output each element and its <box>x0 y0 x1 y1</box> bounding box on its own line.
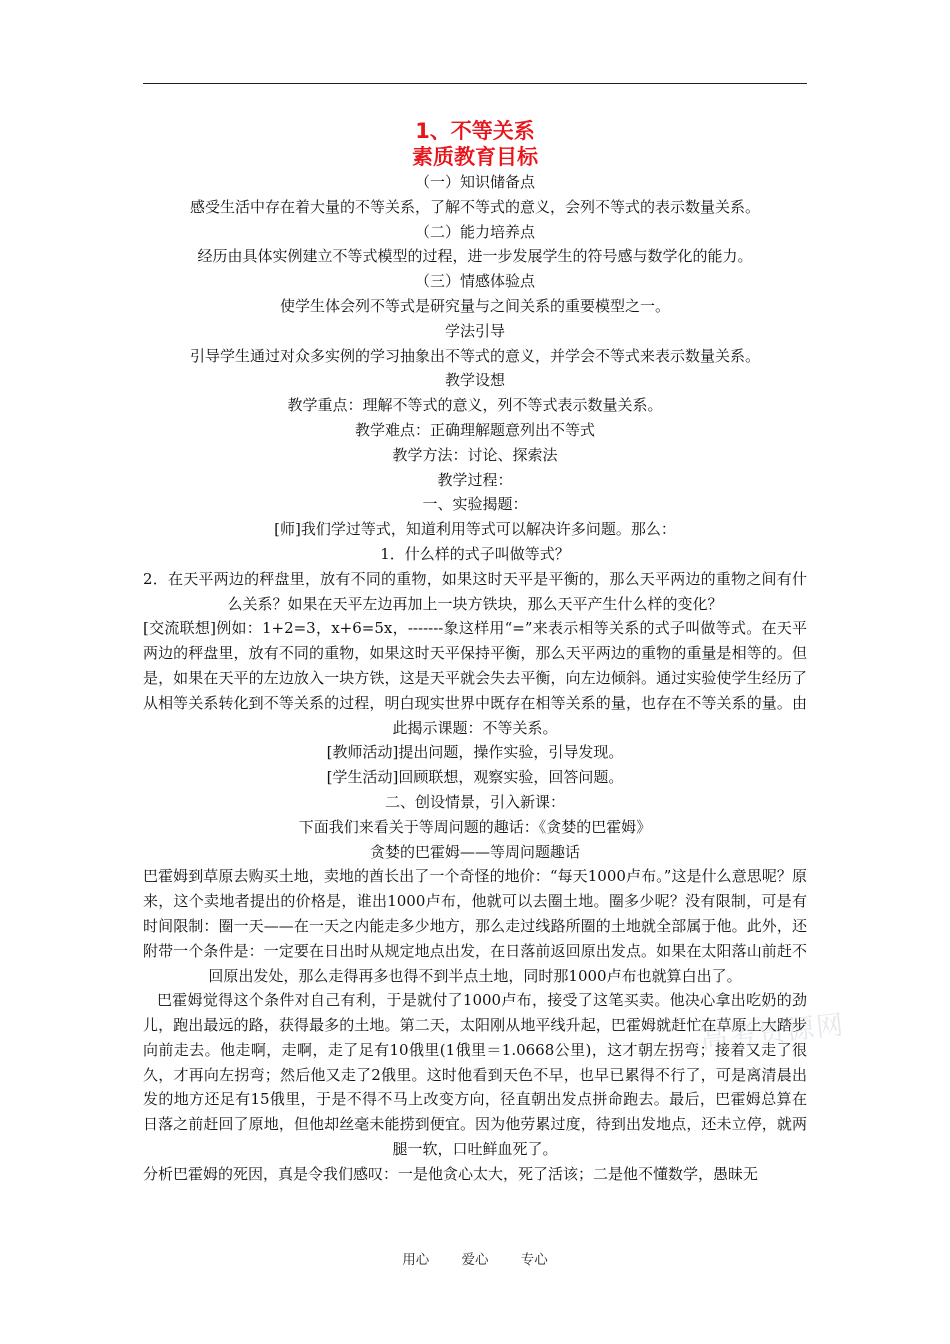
text-line: [教师活动]提出问题，操作实验，引导发现。 <box>326 743 624 762</box>
text-line: 1．什么样的式子叫做等式？ <box>380 544 570 563</box>
text-line: 一、实验揭题： <box>422 495 528 514</box>
footer-text: 用心 <box>402 1252 430 1268</box>
text-line: 二、创设情景，引入新课： <box>384 792 565 811</box>
text-line: 贪婪的巴霍姆——等周问题趣话 <box>369 842 580 861</box>
paragraph-story-1: 巴霍姆到草原去购买土地，卖地的酋长出了一个奇怪的地价：“每天1000卢布。”这是什么意思呢？原来，这个卖地者提出的价格是，谁出1000卢布，他就可以去圈土地。圈多少呢？没有限制，可是有时间限制：圈一天——在一天之内能走多少地方，那么走过线路所圈的土地就全部属于他。此外，还附带一个条件是：一定要在日出时从规定地点出发，在日落前返回原出发点。如果在太阳落山前赶不回原出发处，那么走得再多也得不到半点土地，同时那1000卢布也就算白出了。 <box>143 867 807 985</box>
paragraph-exchange: [交流联想]例如：1+2=3，x+6=5x，-------象这样用“=”来表示相等关系的式子叫做等式。在天平两边的秤盘里，放有不同的重物，如果这时天平保持平衡，那么天平两边的重物的重量是相等的。但是，如果在天平的左边放入一块方铁，这是天平就会失去平衡，向左边倾斜。通过实验使学生经历了从相等关系转化到不等关系的过程，明白现实世界中既存在相等关系的量，也存在不等关系的量。由此揭示课题：不等关系。 <box>143 619 807 737</box>
text-line: （一）知识储备点 <box>414 173 535 191</box>
text-line: （二）能力培养点 <box>414 222 535 241</box>
text-line: 教学设想 <box>444 371 505 390</box>
text-line: 经历由具体实例建立不等式模型的过程，进一步发展学生的符号感与数学化的能力。 <box>197 247 753 266</box>
lesson-title: 1、不等关系 <box>415 119 535 143</box>
page-footer <box>0 1248 950 1268</box>
text-line: 学法引导 <box>444 321 505 340</box>
text-line: [师]我们学过等式，知道利用等式可以解决许多问题。那么： <box>274 520 676 539</box>
text-line: 教学过程： <box>437 470 513 489</box>
text-line: 引导学生通过对众多实例的学习抽象出不等式的意义，并学会不等式来表示数量关系。 <box>189 346 760 365</box>
paragraph-question-2: 2．在天平两边的秤盘里，放有不同的重物，如果这时天平是平衡的，那么天平两边的重物之间有什么关系？如果在天平左边再加上一块方铁块，那么天平产生什么样的变化？ <box>143 569 807 613</box>
header-rule <box>143 83 807 84</box>
text-line: 教学难点：正确理解题意列出不等式 <box>354 420 595 439</box>
text-line: 教学重点：理解不等式的意义，列不等式表示数量关系。 <box>287 396 663 415</box>
text-line: 下面我们来看关于等周问题的趣话：《贪婪的巴霍姆》 <box>298 817 652 836</box>
paragraph-analysis: 分析巴霍姆的死因，真是令我们感叹：一是他贪心太大，死了活该；二是他不懂数学，愚昧无 <box>143 1164 759 1183</box>
text-line: [学生活动]回顾联想，观察实验，回答问题。 <box>326 768 624 787</box>
footer-text: 爱心 <box>461 1252 489 1268</box>
section-title: 素质教育目标 <box>412 145 538 169</box>
watermark: 高考资源网 <box>699 1009 847 1056</box>
text-line: 教学方法：讨论、探索法 <box>392 445 558 464</box>
paragraph-story-2: 巴霍姆觉得这个条件对自己有利，于是就付了1000卢布，接受了这笔买卖。他决心拿出吃奶的劲儿，跑出最远的路，获得最多的土地。第二天，太阳刚从地平线升起，巴霍姆就赶忙在草原上大踏步向前走去。他走啊，走啊，走了足有10俄里(1俄里＝1.0668公里)，这才朝左拐弯；接着又走了很久，才再向左拐弯；然后他又走了2俄里。这时他看到天色不早，也早已累得不行了，可是离清晨出发的地方还足有15俄里，于是不得不马上改变方向，径直朝出发点拼命跑去。最后，巴霍姆总算在日落之前赶回了原地，但他却丝毫未能捞到便宜。因为他劳累过度，待到出发地点，还未立停，就两腿一软，口吐鲜血死了。 <box>143 991 807 1159</box>
text-line: 使学生体会列不等式是研究量与之间关系的重要模型之一。 <box>279 296 670 315</box>
footer-text: 专心 <box>520 1252 548 1268</box>
text-line: （三）情感体验点 <box>414 272 535 291</box>
document-body <box>143 118 807 1187</box>
text-line: 感受生活中存在着大量的不等关系，了解不等式的意义，会列不等式的表示数量关系。 <box>189 197 760 216</box>
